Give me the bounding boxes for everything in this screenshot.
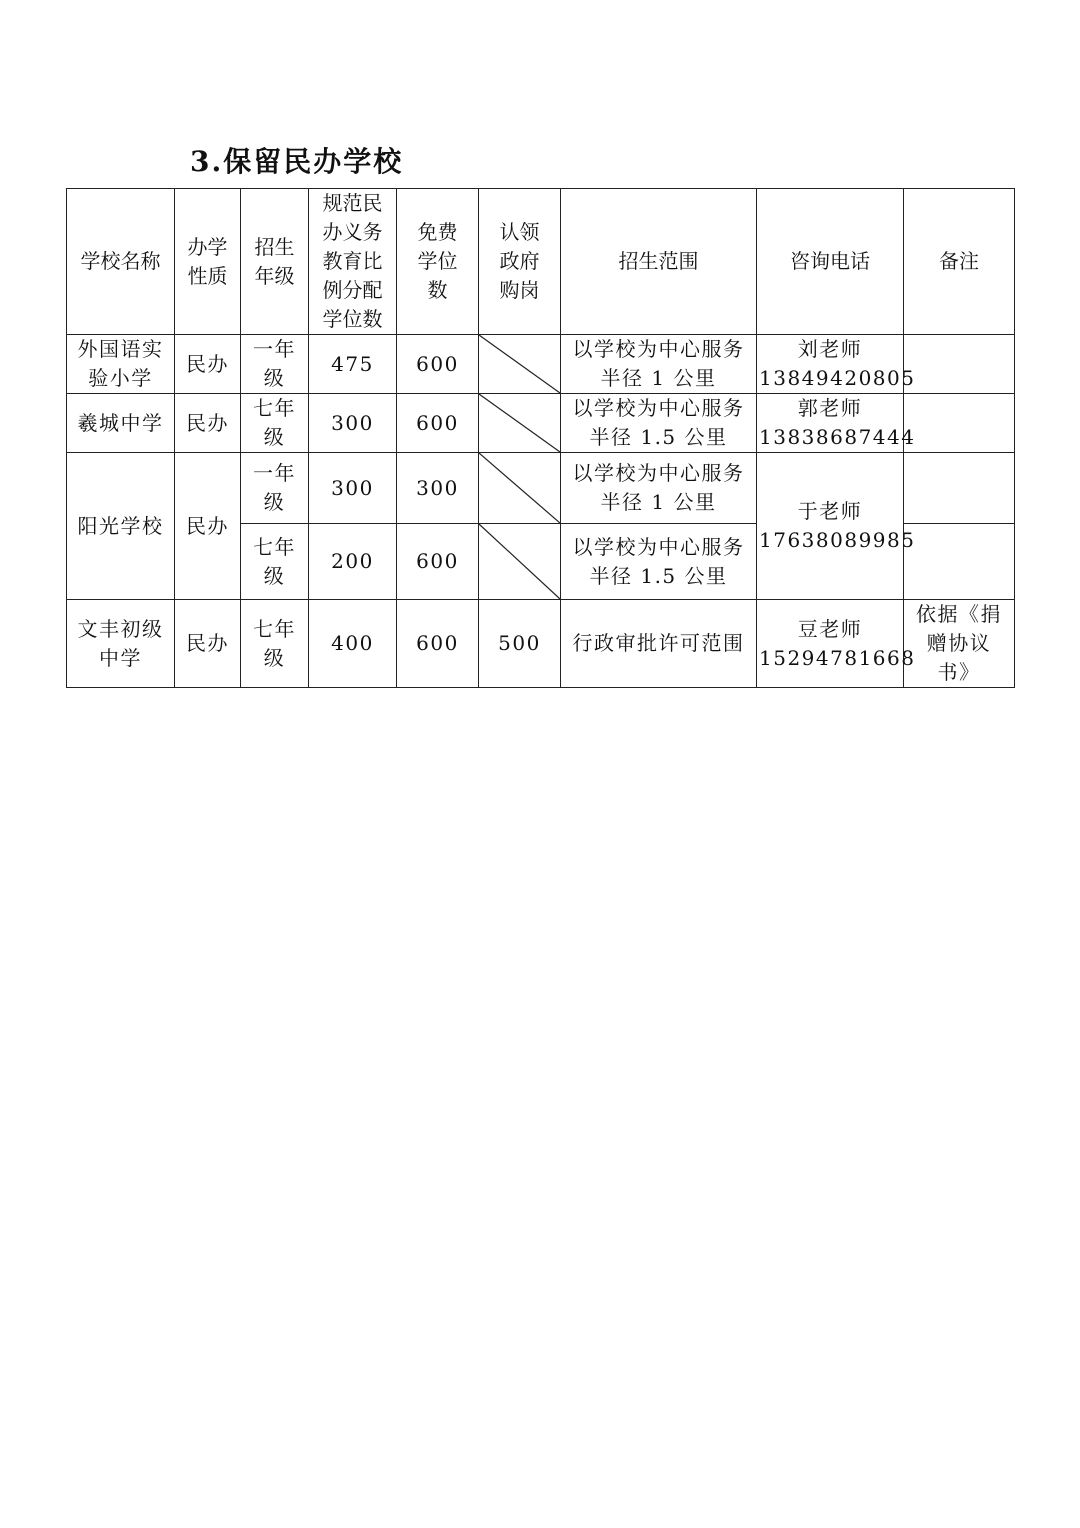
free: 600 (397, 394, 479, 453)
grade: 七年 级 (241, 394, 309, 453)
range: 以学校为中心服务 半径 1 公里 (561, 453, 757, 524)
nature: 民办 (175, 394, 241, 453)
note (904, 524, 1015, 600)
grade: 七年 级 (241, 600, 309, 688)
header-nature: 办学 性质 (175, 189, 241, 335)
table-row (67, 453, 1015, 524)
free: 300 (397, 453, 479, 524)
allocated: 300 (309, 453, 397, 524)
note: 依据《捐 赠协议 书》 (904, 600, 1015, 688)
grade: 七年 级 (241, 524, 309, 600)
header-range: 招生范围 (561, 189, 757, 335)
header-row (67, 189, 1015, 335)
note (904, 335, 1015, 394)
header-allocated: 规范民 办义务 教育比 例分配 学位数 (309, 189, 397, 335)
grade: 一年 级 (241, 335, 309, 394)
allocated: 400 (309, 600, 397, 688)
table-row (67, 335, 1015, 394)
note (904, 453, 1015, 524)
grade: 一年 级 (241, 453, 309, 524)
allocated: 300 (309, 394, 397, 453)
free: 600 (397, 524, 479, 600)
school-name: 文丰初级 中学 (67, 600, 175, 688)
section-title: 3.保留民办学校 (190, 145, 404, 178)
school-name: 外国语实 验小学 (67, 335, 175, 394)
nature: 民办 (175, 600, 241, 688)
header-note: 备注 (904, 189, 1015, 335)
table-row (67, 394, 1015, 453)
header-free: 免费 学位 数 (397, 189, 479, 335)
note (904, 394, 1015, 453)
gov-diagonal-cell (479, 524, 561, 600)
contact: 豆老师 15294781668 (757, 600, 904, 688)
gov-diagonal-cell (479, 335, 561, 394)
contact: 刘老师 13849420805 (757, 335, 904, 394)
allocated: 475 (309, 335, 397, 394)
header-grade: 招生 年级 (241, 189, 309, 335)
contact: 郭老师 13838687444 (757, 394, 904, 453)
gov: 500 (479, 600, 561, 688)
range: 以学校为中心服务 半径 1 公里 (561, 335, 757, 394)
free: 600 (397, 335, 479, 394)
school-name: 阳光学校 (67, 453, 175, 600)
free: 600 (397, 600, 479, 688)
allocated: 200 (309, 524, 397, 600)
nature: 民办 (175, 335, 241, 394)
nature: 民办 (175, 453, 241, 600)
gov-diagonal-cell (479, 394, 561, 453)
range: 以学校为中心服务 半径 1.5 公里 (561, 524, 757, 600)
range: 行政审批许可范围 (561, 600, 757, 688)
contact: 于老师 17638089985 (757, 453, 904, 600)
private-schools-table (66, 188, 1015, 688)
header-gov: 认领 政府 购岗 (479, 189, 561, 335)
range: 以学校为中心服务 半径 1.5 公里 (561, 394, 757, 453)
header-contact: 咨询电话 (757, 189, 904, 335)
table-row (67, 600, 1015, 688)
gov-diagonal-cell (479, 453, 561, 524)
school-name: 羲城中学 (67, 394, 175, 453)
header-school-name: 学校名称 (67, 189, 175, 335)
